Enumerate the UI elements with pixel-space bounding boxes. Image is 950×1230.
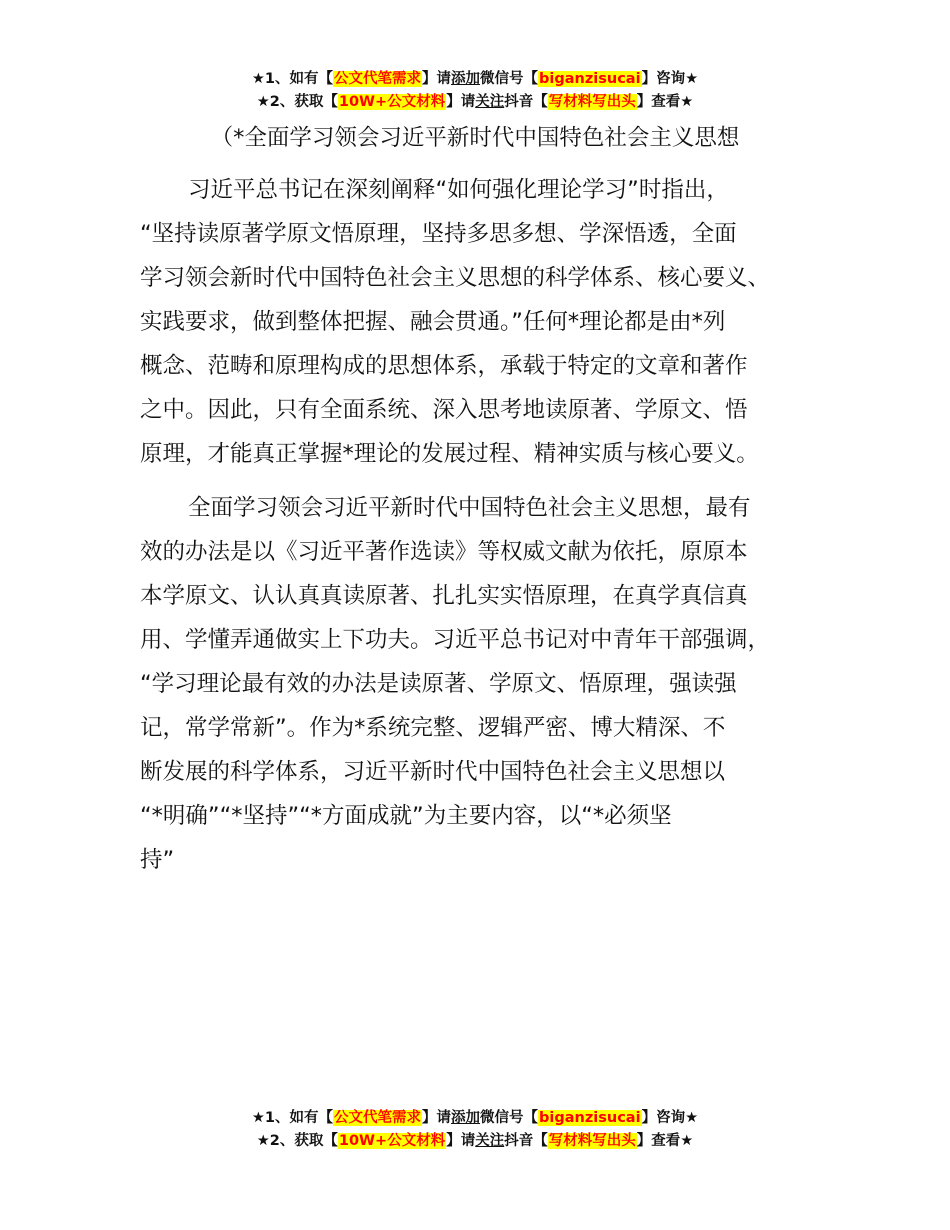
header-banner bbox=[0, 68, 950, 114]
paragraph-line: “坚持读原著学原文悟原理，坚持多思多想、学深悟透，全面 bbox=[140, 221, 737, 247]
footer-line2-underlined: 关注 bbox=[475, 1133, 505, 1149]
paragraph-line: 实践要求，做到整体把握、融会贯通。”任何*理论都是由*列 bbox=[140, 309, 726, 335]
banner-line2-mid: 】请 bbox=[446, 94, 476, 110]
footer-line2-prefix: ★2、获取【 bbox=[256, 1133, 338, 1149]
footer-line1-mid2: 微信号【 bbox=[480, 1110, 539, 1126]
footer-line2-mid2: 抖音【 bbox=[504, 1133, 548, 1149]
document-title: （*全面学习领会习近平新时代中国特色社会主义思想 bbox=[210, 125, 740, 151]
banner-line1-mid: 】请 bbox=[422, 71, 452, 87]
banner-line1-prefix: ★1、如有【 bbox=[251, 71, 334, 87]
paragraph-line: 之中。因此，只有全面系统、深入思考地读原著、学原文、悟 bbox=[140, 397, 748, 423]
footer-line2-suffix: 】查看★ bbox=[636, 1133, 694, 1149]
paragraph-line: 断发展的科学体系，习近平新时代中国特色社会主义思想以 bbox=[140, 759, 726, 785]
banner-line2-mid2: 抖音【 bbox=[504, 94, 548, 110]
paragraph-line: “*明确”“*坚持”“*方面成就”为主要内容，以“*必须坚 bbox=[140, 803, 672, 829]
footer-line1-underlined: 添加 bbox=[451, 1110, 481, 1126]
banner-line2-highlight-materials: 10W+公文材料 bbox=[338, 94, 446, 110]
paragraph-line: 效的办法是以《习近平著作选读》等权威文献为依托，原原本 bbox=[140, 539, 748, 565]
footer-line-1 bbox=[0, 1107, 950, 1130]
banner-line2-prefix: ★2、获取【 bbox=[256, 94, 338, 110]
footer-line2-mid: 】请 bbox=[446, 1133, 476, 1149]
paragraph-line: “学习理论最有效的办法是读原著、学原文、悟原理，强读强 bbox=[140, 671, 737, 697]
paragraph-line: 学习领会新时代中国特色社会主义思想的科学体系、核心要义、 bbox=[140, 265, 771, 291]
footer-line2-highlight-douyin: 写材料写出头 bbox=[548, 1133, 636, 1149]
paragraph-line: 概念、范畴和原理构成的思想体系，承载于特定的文章和著作 bbox=[140, 353, 748, 379]
paragraph-line: 用、学懂弄通做实上下功夫。习近平总书记对中青年干部强调， bbox=[140, 627, 771, 653]
paragraph-line: 全面学习领会习近平新时代中国特色社会主义思想，最有 bbox=[188, 495, 751, 521]
paragraph-1 bbox=[140, 168, 830, 476]
banner-line1-highlight-service: 公文代笔需求 bbox=[334, 71, 422, 87]
footer-line2-highlight-materials: 10W+公文材料 bbox=[338, 1133, 446, 1149]
banner-line1-suffix: 】咨询★ bbox=[641, 71, 699, 87]
footer-line1-highlight-service: 公文代笔需求 bbox=[334, 1110, 422, 1126]
footer-banner bbox=[0, 1107, 950, 1153]
paragraph-2 bbox=[140, 486, 830, 882]
paragraph-line: 原理，才能真正掌握*理论的发展过程、精神实质与核心要义。 bbox=[140, 441, 759, 467]
document-body bbox=[140, 168, 830, 892]
banner-line2-underlined: 关注 bbox=[475, 94, 505, 110]
banner-line-1 bbox=[0, 68, 950, 91]
banner-line2-suffix: 】查看★ bbox=[636, 94, 694, 110]
banner-line1-highlight-wechat: biganzisucai bbox=[539, 71, 641, 87]
footer-line1-prefix: ★1、如有【 bbox=[251, 1110, 334, 1126]
paragraph-line: 本学原文、认认真真读原著、扎扎实实悟原理，在真学真信真 bbox=[140, 583, 748, 609]
footer-line-2 bbox=[0, 1130, 950, 1153]
paragraph-line: 记，常学常新”。作为*系统完整、逻辑严密、博大精深、不 bbox=[140, 715, 726, 741]
footer-line1-highlight-wechat: biganzisucai bbox=[539, 1110, 641, 1126]
footer-line1-suffix: 】咨询★ bbox=[641, 1110, 699, 1126]
paragraph-line: 持” bbox=[140, 847, 175, 873]
banner-line1-mid2: 微信号【 bbox=[480, 71, 539, 87]
footer-line1-mid: 】请 bbox=[422, 1110, 452, 1126]
banner-line-2 bbox=[0, 91, 950, 114]
banner-line2-highlight-douyin: 写材料写出头 bbox=[548, 94, 636, 110]
paragraph-line: 习近平总书记在深刻阐释“如何强化理论学习”时指出， bbox=[188, 177, 729, 203]
banner-line1-underlined: 添加 bbox=[451, 71, 481, 87]
